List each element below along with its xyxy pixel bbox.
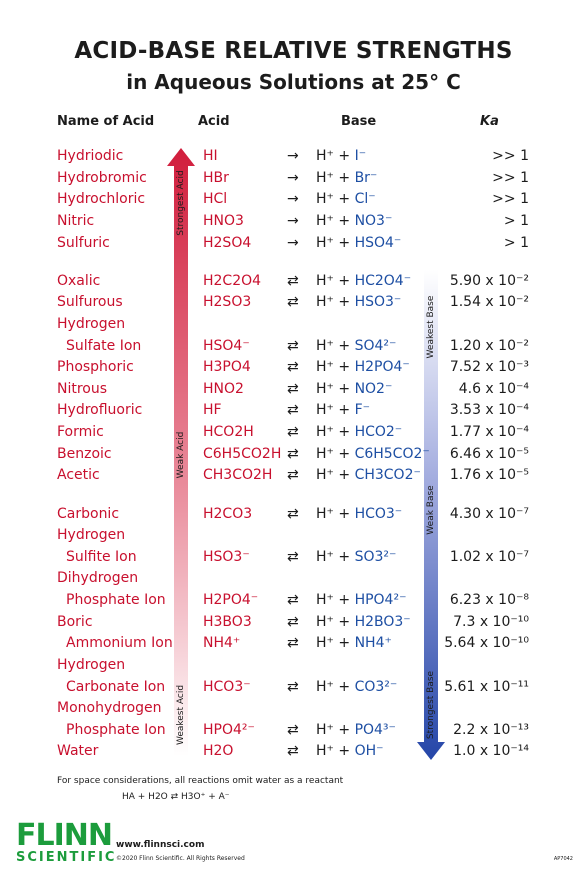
- conjugate-base: H⁺ + F⁻: [316, 402, 371, 418]
- table-row: [0, 549, 587, 569]
- conjugate-base: H⁺ + CO3²⁻: [316, 679, 398, 695]
- acid-name: Formic: [57, 424, 104, 440]
- acid-name: Dihydrogen: [57, 570, 139, 586]
- acid-formula: HPO4²⁻: [203, 722, 255, 738]
- conjugate-base: H⁺ + HSO4⁻: [316, 235, 402, 251]
- table-row: [0, 170, 587, 190]
- reaction-arrow-icon: ⇄: [287, 381, 299, 397]
- footnote: For space considerations, all reactions omit water as a reactant: [57, 776, 344, 786]
- label-weak-acid: Weak Acid: [176, 431, 186, 479]
- acid-formula: NH4⁺: [203, 635, 241, 651]
- acid-formula: HNO2: [203, 381, 244, 397]
- table-row: [0, 722, 587, 742]
- reaction-arrow-icon: ⇄: [287, 743, 299, 759]
- page-title: ACID-BASE RELATIVE STRENGTHS: [74, 38, 513, 64]
- acid-formula: H2O: [203, 743, 234, 759]
- acid-name: Sulfuric: [57, 235, 110, 251]
- table-row: [0, 467, 587, 487]
- brand-logo-scientific: SCIENTIFIC: [16, 850, 117, 865]
- table-row: [0, 635, 587, 655]
- ka-value: 2.2 x 10⁻¹³: [453, 722, 529, 738]
- conjugate-base: H⁺ + HCO2⁻: [316, 424, 403, 440]
- acid-name: Hydrogen: [57, 657, 126, 673]
- table-row: [0, 273, 587, 293]
- reaction-arrow-icon: ⇄: [287, 549, 299, 565]
- acid-name: Hydrogen: [57, 316, 126, 332]
- acid-formula: HF: [203, 402, 222, 418]
- product-code: AP7042: [553, 856, 573, 862]
- table-row: [0, 679, 587, 699]
- conjugate-base: H⁺ + SO4²⁻: [316, 338, 397, 354]
- table-row: [0, 506, 587, 526]
- reaction-arrow-icon: ⇄: [287, 294, 299, 310]
- ka-value: > 1: [503, 213, 529, 229]
- acid-formula: HCO3⁻: [203, 679, 251, 695]
- conjugate-base: H⁺ + HC2O4⁻: [316, 273, 412, 289]
- acid-name: Hydriodic: [57, 148, 124, 164]
- acid-name: Sulfurous: [57, 294, 123, 310]
- ka-value: 6.23 x 10⁻⁸: [449, 592, 529, 608]
- ka-value: 1.76 x 10⁻⁵: [449, 467, 529, 483]
- acid-formula: HCl: [203, 191, 228, 207]
- ka-value: 1.0 x 10⁻¹⁴: [453, 743, 529, 759]
- label-strongest-acid: Strongest Acid: [176, 170, 186, 236]
- acid-name: Ammonium Ion: [66, 635, 173, 651]
- ka-value: >> 1: [492, 170, 529, 186]
- conjugate-base: H⁺ + H2BO3⁻: [316, 614, 411, 630]
- acid-name: Oxalic: [57, 273, 101, 289]
- reaction-arrow-icon: ⇄: [287, 592, 299, 608]
- ka-value: 1.02 x 10⁻⁷: [449, 549, 529, 565]
- ka-value: > 1: [503, 235, 529, 251]
- conjugate-base: H⁺ + C6H5CO2⁻: [316, 446, 430, 462]
- acid-name: Phosphate Ion: [66, 722, 166, 738]
- label-weak-base: Weak Base: [426, 485, 436, 535]
- acid-name: Sulfite Ion: [66, 549, 137, 565]
- table-row: [0, 338, 587, 358]
- acid-name: Water: [57, 743, 99, 759]
- conjugate-base: H⁺ + CH3CO2⁻: [316, 467, 421, 483]
- reaction-arrow-icon: →: [287, 170, 299, 186]
- conjugate-base: H⁺ + NH4⁺: [316, 635, 392, 651]
- header-ka: Ka: [480, 114, 499, 129]
- acid-formula: HCO2H: [203, 424, 254, 440]
- acid-name: Phosphate Ion: [66, 592, 166, 608]
- reaction-arrow-icon: ⇄: [287, 722, 299, 738]
- header-acid: Acid: [198, 114, 230, 129]
- label-weakest-base: Weakest Base: [426, 295, 436, 359]
- acid-name: Hydrochloric: [57, 191, 146, 207]
- acid-name: Acetic: [57, 467, 100, 483]
- ka-value: 1.20 x 10⁻²: [449, 338, 529, 354]
- reaction-arrow-icon: ⇄: [287, 679, 299, 695]
- reaction-arrow-icon: ⇄: [287, 506, 299, 522]
- acid-name: Sulfate Ion: [66, 338, 142, 354]
- ka-value: 3.53 x 10⁻⁴: [449, 402, 529, 418]
- ka-value: 1.54 x 10⁻²: [449, 294, 529, 310]
- acid-name: Phosphoric: [57, 359, 134, 375]
- acid-name: Monohydrogen: [57, 700, 162, 716]
- label-strongest-base: Strongest Base: [426, 670, 436, 740]
- acid-formula: H2C2O4: [203, 273, 262, 289]
- table-row: [0, 700, 587, 720]
- acid-name: Hydrofluoric: [57, 402, 143, 418]
- acid-formula: H2SO4: [203, 235, 252, 251]
- acid-formula: C6H5CO2H: [203, 446, 282, 462]
- table-row: [0, 294, 587, 314]
- table-row: [0, 592, 587, 612]
- header-base: Base: [341, 114, 377, 129]
- table-row: [0, 213, 587, 233]
- reaction-arrow-icon: ⇄: [287, 402, 299, 418]
- reaction-arrow-icon: ⇄: [287, 467, 299, 483]
- table-row: [0, 191, 587, 211]
- table-row: [0, 148, 587, 168]
- reaction-arrow-icon: ⇄: [287, 273, 299, 289]
- conjugate-base: H⁺ + H2PO4⁻: [316, 359, 410, 375]
- acid-name: Boric: [57, 614, 93, 630]
- conjugate-base: H⁺ + SO3²⁻: [316, 549, 397, 565]
- acid-formula: H2PO4⁻: [203, 592, 259, 608]
- ka-value: 5.90 x 10⁻²: [449, 273, 529, 289]
- reaction-arrow-icon: →: [287, 148, 299, 164]
- conjugate-base: H⁺ + HSO3⁻: [316, 294, 402, 310]
- acid-formula: HNO3: [203, 213, 244, 229]
- acid-formula: HSO3⁻: [203, 549, 250, 565]
- acid-name: Nitrous: [57, 381, 108, 397]
- conjugate-base: H⁺ + PO4³⁻: [316, 722, 396, 738]
- acid-name: Nitric: [57, 213, 95, 229]
- table-row: [0, 235, 587, 255]
- reaction-arrow-icon: ⇄: [287, 635, 299, 651]
- acid-formula: H2CO3: [203, 506, 253, 522]
- acid-formula: H3BO3: [203, 614, 252, 630]
- table-row: [0, 657, 587, 677]
- table-row: [0, 527, 587, 547]
- ka-value: >> 1: [492, 148, 529, 164]
- conjugate-base: H⁺ + NO3⁻: [316, 213, 393, 229]
- table-row: [0, 381, 587, 401]
- conjugate-base: H⁺ + HPO4²⁻: [316, 592, 407, 608]
- acid-name: Carbonic: [57, 506, 120, 522]
- reaction-arrow-icon: ⇄: [287, 359, 299, 375]
- header-name: Name of Acid: [57, 114, 155, 129]
- acid-name: Hydrogen: [57, 527, 126, 543]
- acid-name: Carbonate Ion: [66, 679, 166, 695]
- ka-value: 4.6 x 10⁻⁴: [458, 381, 529, 397]
- reaction-arrow-icon: →: [287, 213, 299, 229]
- ka-value: 1.77 x 10⁻⁴: [449, 424, 529, 440]
- conjugate-base: H⁺ + I⁻: [316, 148, 367, 164]
- reaction-arrow-icon: ⇄: [287, 424, 299, 440]
- table-row: [0, 359, 587, 379]
- ka-value: 5.64 x 10⁻¹⁰: [444, 635, 529, 651]
- acid-formula: HI: [203, 148, 218, 164]
- conjugate-base: H⁺ + Cl⁻: [316, 191, 376, 207]
- acid-formula: H3PO4: [203, 359, 251, 375]
- conjugate-base: H⁺ + HCO3⁻: [316, 506, 403, 522]
- acid-formula: HSO4⁻: [203, 338, 250, 354]
- acid-name: Hydrobromic: [57, 170, 147, 186]
- conjugate-base: H⁺ + OH⁻: [316, 743, 384, 759]
- acid-name: Benzoic: [57, 446, 112, 462]
- ka-value: 4.30 x 10⁻⁷: [449, 506, 529, 522]
- conjugate-base: H⁺ + Br⁻: [316, 170, 378, 186]
- acid-formula: HBr: [203, 170, 229, 186]
- page-subtitle: in Aqueous Solutions at 25° C: [126, 70, 461, 94]
- general-equation: HA + H2O ⇄ H3O⁺ + A⁻: [122, 792, 230, 802]
- reaction-arrow-icon: ⇄: [287, 614, 299, 630]
- ka-value: >> 1: [492, 191, 529, 207]
- conjugate-base: H⁺ + NO2⁻: [316, 381, 393, 397]
- table-row: [0, 446, 587, 466]
- brand-logo-flinn: FLINN: [16, 818, 112, 853]
- table-row: [0, 570, 587, 590]
- label-weakest-acid: Weakest Acid: [176, 684, 186, 746]
- reaction-arrow-icon: →: [287, 191, 299, 207]
- table-row: [0, 614, 587, 634]
- ka-value: 6.46 x 10⁻⁵: [449, 446, 529, 462]
- reaction-arrow-icon: ⇄: [287, 338, 299, 354]
- acid-formula: CH3CO2H: [203, 467, 273, 483]
- reaction-arrow-icon: →: [287, 235, 299, 251]
- table-row: [0, 424, 587, 444]
- table-row: [0, 743, 587, 763]
- acid-formula: H2SO3: [203, 294, 252, 310]
- table-row: [0, 316, 587, 336]
- table-row: [0, 402, 587, 422]
- copyright: ©2020 Flinn Scientific. All Rights Reserved: [116, 855, 245, 862]
- brand-url: www.flinnsci.com: [116, 840, 205, 850]
- ka-value: 7.3 x 10⁻¹⁰: [453, 614, 529, 630]
- ka-value: 5.61 x 10⁻¹¹: [444, 679, 529, 695]
- ka-value: 7.52 x 10⁻³: [449, 359, 529, 375]
- reaction-arrow-icon: ⇄: [287, 446, 299, 462]
